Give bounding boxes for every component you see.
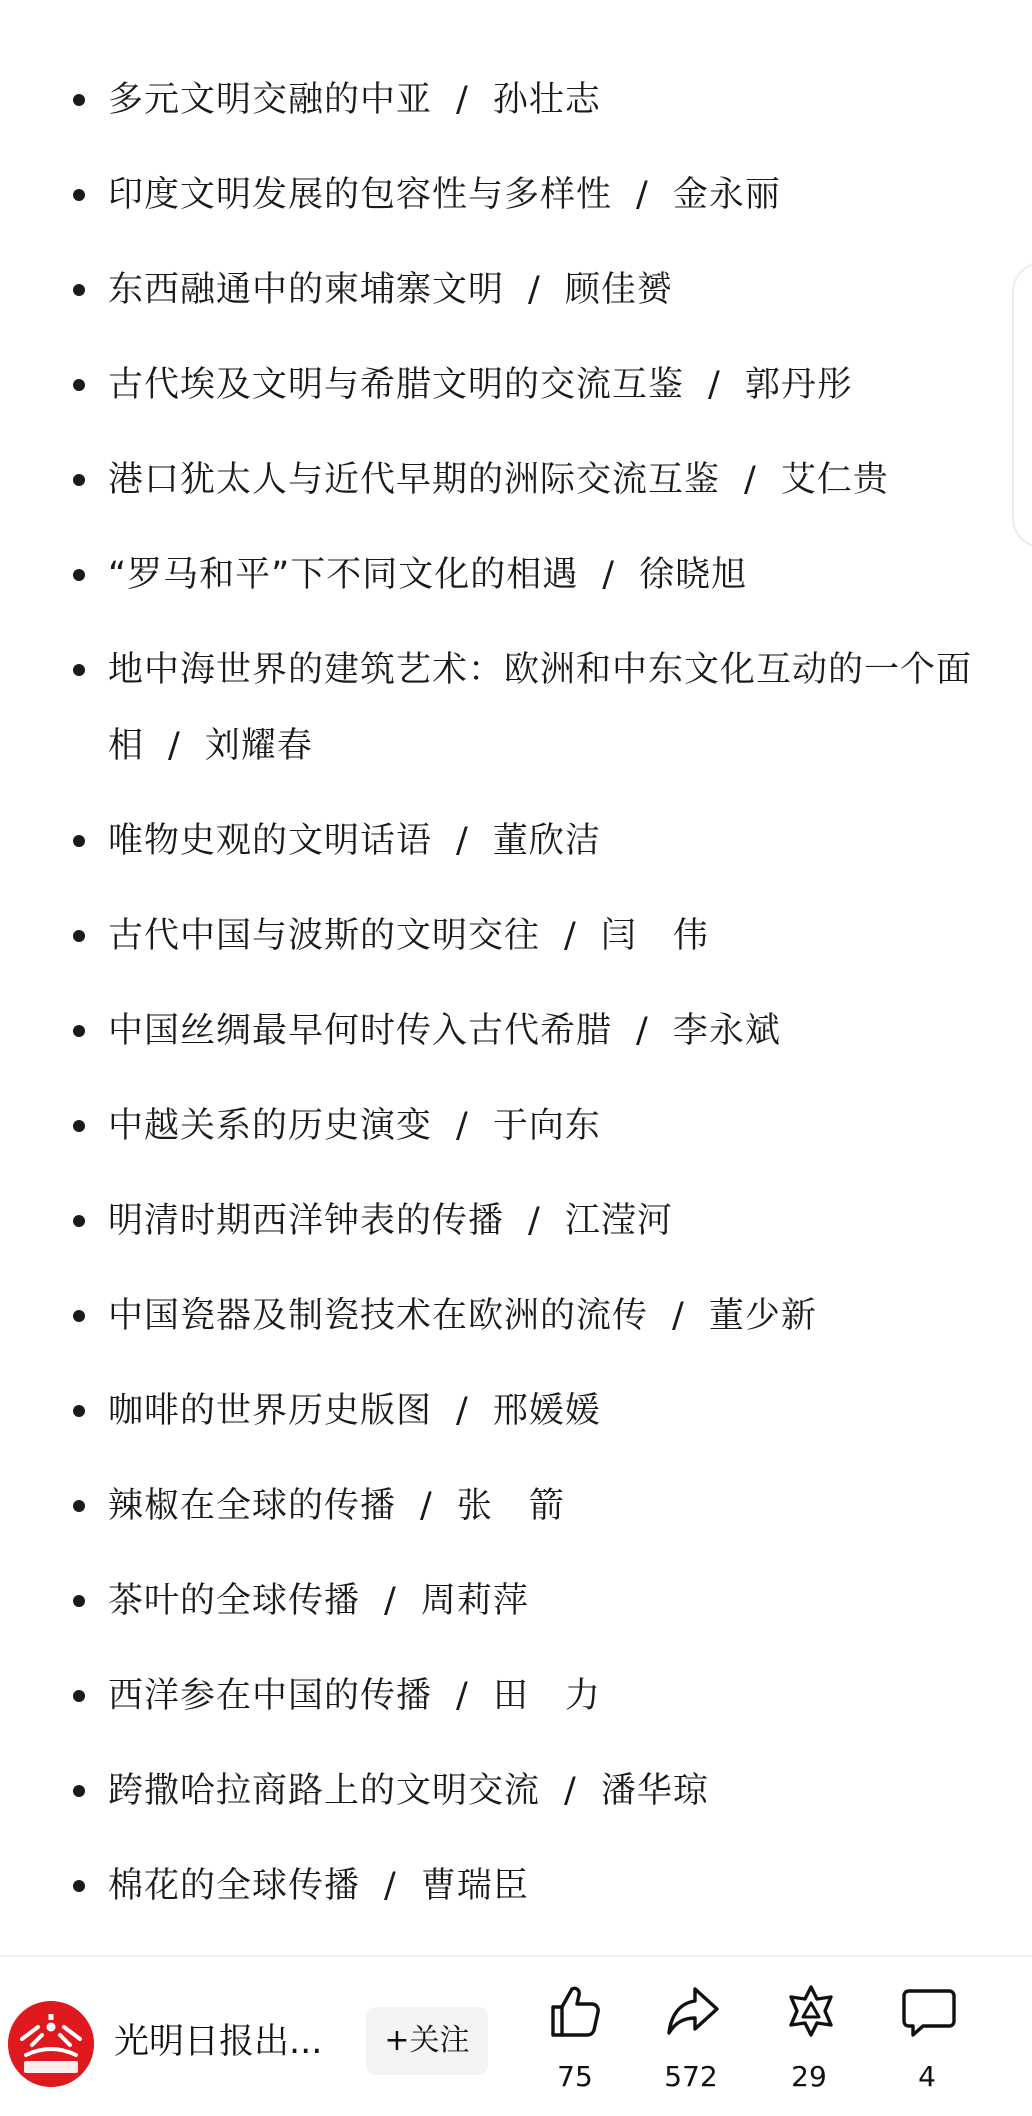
bullet-dot xyxy=(73,930,85,942)
list-item-text xyxy=(108,1658,988,1734)
list-item-text xyxy=(108,803,988,879)
separator: / xyxy=(456,1391,469,1431)
article-author: 于向东 xyxy=(492,1106,601,1146)
article-author: 闫 伟 xyxy=(600,916,709,956)
article-author: 潘华琼 xyxy=(600,1771,709,1811)
article-author: 郭丹彤 xyxy=(744,365,853,405)
list-item-text xyxy=(108,632,988,784)
bullet-dot xyxy=(73,1120,85,1132)
bullet-dot xyxy=(73,1405,85,1417)
bottom-action-bar xyxy=(0,1955,1032,2116)
list-item-text xyxy=(108,1468,988,1544)
article-title: “罗马和平”下不同文化的相遇 xyxy=(108,555,579,595)
favorite-count: 29 xyxy=(791,2060,827,2093)
list-item-text xyxy=(108,347,988,423)
article-title: 中国瓷器及制瓷技术在欧洲的流传 xyxy=(108,1296,649,1336)
separator: / xyxy=(708,365,721,405)
bullet-dot xyxy=(73,664,85,676)
article-author: 江滢河 xyxy=(564,1201,673,1241)
article-title: 西洋参在中国的传播 xyxy=(108,1676,433,1716)
separator: / xyxy=(384,1581,397,1621)
article-title: 古代埃及文明与希腊文明的交流互鉴 xyxy=(108,365,685,405)
article-author: 张 箭 xyxy=(456,1486,565,1526)
list-item-text xyxy=(108,1563,988,1639)
separator: / xyxy=(744,460,757,500)
article-author: 刘耀春 xyxy=(204,726,313,766)
list-item-text xyxy=(108,1278,988,1354)
article-author: 李永斌 xyxy=(672,1011,781,1051)
share-button[interactable] xyxy=(646,1983,736,2103)
separator: / xyxy=(528,1201,541,1241)
star-icon xyxy=(783,1983,839,2039)
article-title: 咖啡的世界历史版图 xyxy=(108,1391,433,1431)
follow-button[interactable]: +关注 xyxy=(366,2007,488,2075)
list-item-text xyxy=(108,1848,988,1924)
comment-count: 4 xyxy=(918,2060,936,2093)
separator: / xyxy=(602,555,616,595)
bullet-dot xyxy=(73,189,85,201)
list-item-text xyxy=(108,1373,988,1449)
article-author: 田 力 xyxy=(492,1676,601,1716)
article-author: 徐晓旭 xyxy=(639,555,748,595)
list-item-text xyxy=(108,993,988,1069)
separator: / xyxy=(420,1486,433,1526)
account-name[interactable]: 光明日报出... xyxy=(114,2022,323,2062)
comment-icon xyxy=(901,1983,957,2039)
list-item-text xyxy=(108,1183,988,1259)
bullet-dot xyxy=(73,835,85,847)
bullet-dot xyxy=(73,1595,85,1607)
separator: / xyxy=(456,80,469,120)
article-title: 东西融通中的柬埔寨文明 xyxy=(108,270,505,310)
floating-side-tab[interactable] xyxy=(1012,262,1032,548)
bullet-dot xyxy=(73,1025,85,1037)
separator: / xyxy=(168,726,181,766)
article-author: 顾佳赟 xyxy=(564,270,673,310)
separator: / xyxy=(456,821,469,861)
article-author: 董欣洁 xyxy=(492,821,601,861)
article-author: 董少新 xyxy=(708,1296,817,1336)
article-title: 茶叶的全球传播 xyxy=(108,1581,361,1621)
article-author: 金永丽 xyxy=(672,175,781,215)
bullet-dot xyxy=(73,474,85,486)
list-item-text xyxy=(108,62,988,138)
separator: / xyxy=(384,1866,397,1906)
separator: / xyxy=(564,916,577,956)
bullet-dot xyxy=(73,1215,85,1227)
article-title: 中国丝绸最早何时传入古代希腊 xyxy=(108,1011,613,1051)
bullet-dot xyxy=(73,1500,85,1512)
list-item-text xyxy=(108,1088,988,1164)
share-icon xyxy=(665,1983,721,2039)
article-author: 艾仁贵 xyxy=(780,460,889,500)
separator: / xyxy=(636,175,649,215)
article-author: 邢媛媛 xyxy=(492,1391,601,1431)
article-title: 中越关系的历史演变 xyxy=(108,1106,433,1146)
bullet-dot xyxy=(73,1785,85,1797)
article-title: 古代中国与波斯的文明交往 xyxy=(108,916,541,956)
article-title: 跨撒哈拉商路上的文明交流 xyxy=(108,1771,541,1811)
list-item-text xyxy=(108,157,988,233)
article-title: 唯物史观的文明话语 xyxy=(108,821,433,861)
bullet-dot xyxy=(73,1690,85,1702)
share-count: 572 xyxy=(664,2060,718,2093)
separator: / xyxy=(636,1011,649,1051)
article-title: 印度文明发展的包容性与多样性 xyxy=(108,175,613,215)
comment-button[interactable] xyxy=(882,1983,972,2103)
article-title: 辣椒在全球的传播 xyxy=(108,1486,397,1526)
list-item-text xyxy=(108,252,988,328)
separator: / xyxy=(528,270,541,310)
separator: / xyxy=(672,1296,685,1336)
list-item-text xyxy=(108,442,988,518)
favorite-button[interactable] xyxy=(764,1983,854,2103)
separator: / xyxy=(564,1771,577,1811)
article-title: 棉花的全球传播 xyxy=(108,1866,361,1906)
article-title: 多元文明交融的中亚 xyxy=(108,80,433,120)
article-author: 孙壮志 xyxy=(492,80,601,120)
guangming-logo-icon xyxy=(8,2001,94,2087)
article-title: 明清时期西洋钟表的传播 xyxy=(108,1201,505,1241)
separator: / xyxy=(456,1676,469,1716)
thumbs-up-icon xyxy=(549,1983,601,2039)
bullet-dot xyxy=(73,284,85,296)
bullet-dot xyxy=(73,1310,85,1322)
avatar[interactable] xyxy=(8,2001,94,2087)
like-button[interactable] xyxy=(530,1983,620,2103)
separator: / xyxy=(456,1106,469,1146)
bullet-dot xyxy=(73,1880,85,1892)
article-title: 港口犹太人与近代早期的洲际交流互鉴 xyxy=(108,460,721,500)
list-item-text xyxy=(108,537,988,613)
list-item-text xyxy=(108,898,988,974)
like-count: 75 xyxy=(557,2060,593,2093)
article-author: 周莉萍 xyxy=(420,1581,529,1621)
article-title: 地中海世界的建筑艺术：欧洲和中东文化互动的一个面相 xyxy=(108,650,973,766)
article-author: 曹瑞臣 xyxy=(420,1866,529,1906)
bullet-dot xyxy=(73,379,85,391)
bullet-dot xyxy=(73,94,85,106)
bullet-dot xyxy=(73,569,85,581)
list-item-text xyxy=(108,1753,988,1829)
